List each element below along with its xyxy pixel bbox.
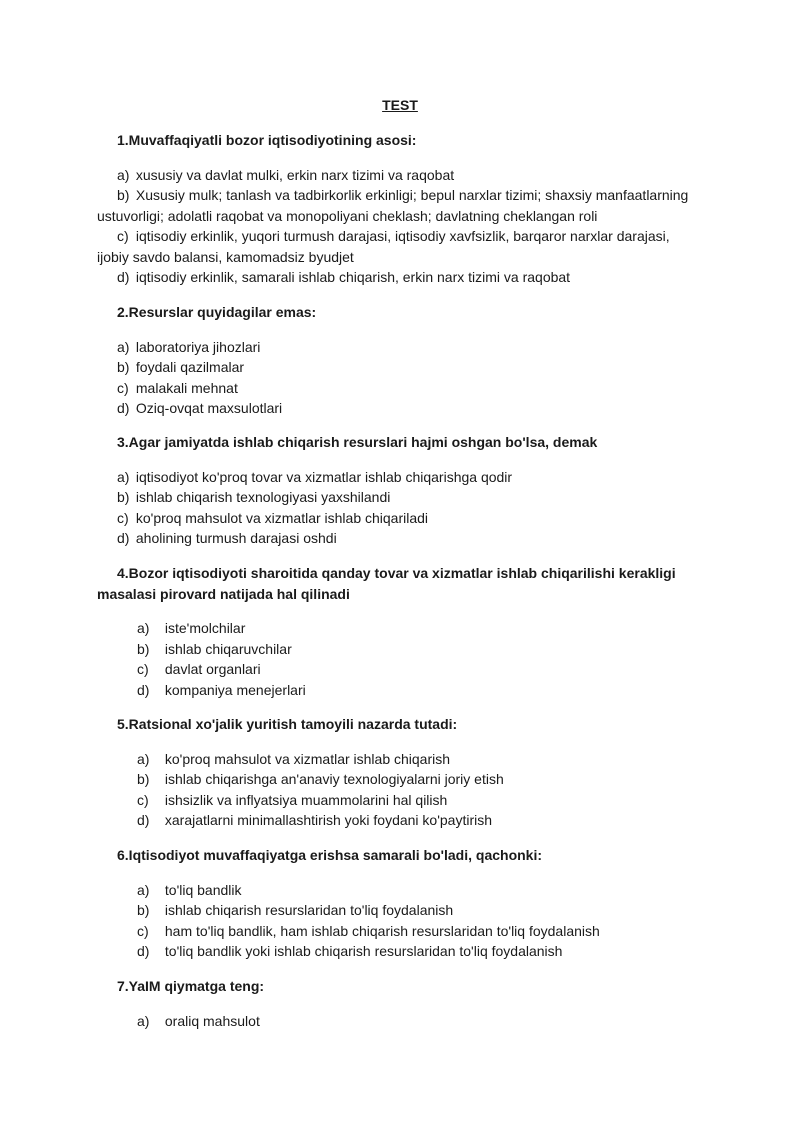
option-letter: c) (117, 509, 129, 526)
option-letter: b) (137, 902, 150, 918)
option-text: iste'molchilar (164, 620, 246, 636)
option-text: xarajatlarni minimallashtirish yoki foydani ko'paytirish (164, 812, 493, 828)
option-letter: a) (137, 620, 150, 636)
option-c (97, 508, 707, 529)
option-letter: a) (137, 1012, 150, 1029)
option-letter: d) (117, 400, 130, 416)
option-b (97, 639, 702, 660)
question-7 (97, 976, 697, 1031)
question-text: 3.Agar jamiyatda ishlab chiqarish resurslari hajmi oshgan bo'lsa, demak (117, 434, 598, 450)
option-letter: d) (137, 812, 150, 828)
option-b (97, 357, 697, 378)
option-b (97, 900, 707, 921)
option-letter: a) (117, 338, 130, 355)
option-text: Xususiy mulk; tanlash va tadbirkorlik erkinligi; bepul narxlar tizimi; shaxsiy manfaatlarning ustuvorligi; adolatli raqobat va monopoliyani cheklash; davlatning cheklangan roli (97, 187, 689, 224)
document-title: TEST (382, 97, 418, 113)
option-d (97, 941, 707, 962)
question-text: 6.Iqtisodiyot muvaffaqiyatga erishsa samarali bo'ladi, qachonki: (117, 847, 543, 863)
option-letter: a) (117, 166, 130, 183)
option-b (97, 185, 700, 226)
option-text: iqtisodiy erkinlik, yuqori turmush darajasi, iqtisodiy xavfsizlik, barqaror narxlar darajasi, ijobiy savdo balansi, kamomadsiz byudjet (97, 228, 670, 265)
option-letter: b) (117, 489, 130, 505)
option-d (97, 398, 697, 419)
option-text: kompaniya menejerlari (164, 681, 306, 698)
option-b (97, 769, 697, 790)
option-list (97, 749, 697, 831)
option-letter: d) (137, 943, 150, 959)
option-text: ishlab chiqarish resurslaridan to'liq foydalanish (164, 902, 454, 918)
option-text: Oziq-ovqat maxsulotlari (135, 400, 283, 416)
option-letter: c) (117, 228, 129, 244)
option-text: iqtisodiyot ko'proq tovar va xizmatlar ishlab chiqarishga qodir (135, 468, 513, 485)
option-letter: b) (137, 771, 150, 787)
option-text: ishsizlik va inflyatsiya muammolarini hal qilish (164, 791, 448, 808)
option-text: to'liq bandlik yoki ishlab chiqarish resurslaridan to'liq foydalanish (164, 943, 563, 959)
option-a (97, 165, 700, 186)
option-a (97, 880, 707, 901)
option-a (97, 467, 707, 488)
question-text: 4.Bozor iqtisodiyoti sharoitida qanday tovar va xizmatlar ishlab chiqarilishi kerakligi masalasi pirovard natijada hal qilinadi (97, 565, 676, 602)
question-text: 5.Ratsional xo'jalik yuritish tamoyili nazarda tutadi: (117, 716, 458, 732)
option-letter: b) (117, 359, 130, 375)
option-text: ko'proq mahsulot va xizmatlar ishlab chiqarish (164, 750, 451, 767)
option-a (97, 749, 697, 770)
option-letter: b) (137, 640, 150, 657)
option-letter: d) (117, 269, 130, 285)
option-text: ko'proq mahsulot va xizmatlar ishlab chiqariladi (135, 509, 429, 526)
question-5 (97, 714, 697, 831)
option-text: ishlab chiqarish texnologiyasi yaxshilandi (135, 489, 391, 505)
option-letter: c) (137, 922, 149, 939)
option-d (97, 267, 700, 288)
option-letter: c) (137, 661, 149, 677)
option-list (97, 618, 702, 700)
option-a (97, 1011, 697, 1032)
option-c (97, 790, 697, 811)
option-c (97, 659, 702, 680)
option-letter: a) (117, 468, 130, 485)
option-text: ishlab chiqarishga an'anaviy texnologiyalarni joriy etish (164, 771, 504, 787)
option-d (97, 810, 697, 831)
question-text: 2.Resurslar quyidagilar emas: (117, 304, 317, 320)
option-list (97, 880, 707, 962)
option-letter: c) (117, 379, 129, 396)
option-text: malakali mehnat (135, 379, 238, 396)
option-d (97, 680, 702, 701)
question-6 (97, 845, 707, 962)
option-c (97, 921, 707, 942)
option-list (97, 467, 707, 549)
option-letter: b) (117, 187, 130, 203)
option-letter: d) (117, 530, 130, 546)
option-d (97, 528, 707, 549)
question-3 (97, 432, 707, 549)
question-1 (97, 130, 700, 288)
option-c (97, 378, 697, 399)
option-text: iqtisodiy erkinlik, samarali ishlab chiqarish, erkin narx tizimi va raqobat (132, 269, 571, 285)
option-text: ishlab chiqaruvchilar (164, 640, 292, 657)
option-letter: a) (137, 881, 150, 898)
option-letter: a) (137, 750, 150, 767)
option-text: davlat organlari (164, 661, 261, 677)
option-text: aholining turmush darajasi oshdi (135, 530, 337, 546)
option-b (97, 487, 707, 508)
option-list (97, 165, 700, 288)
option-list (97, 337, 697, 419)
question-4 (97, 563, 702, 700)
option-text: oraliq mahsulot (164, 1012, 260, 1029)
option-letter: d) (137, 681, 150, 698)
option-text: xususiy va davlat mulki, erkin narx tizimi va raqobat (132, 166, 455, 183)
option-a (97, 618, 702, 639)
option-c (97, 226, 700, 267)
question-2 (97, 302, 697, 419)
option-list (97, 1011, 697, 1032)
option-letter: c) (137, 791, 149, 808)
option-text: to'liq bandlik (164, 881, 242, 898)
option-text: laboratoriya jihozlari (135, 338, 261, 355)
question-text: 7.YaIM qiymatga teng: (117, 978, 265, 994)
question-text: 1.Muvaffaqiyatli bozor iqtisodiyotining asosi: (117, 132, 417, 148)
option-a (97, 337, 697, 358)
option-text: foydali qazilmalar (135, 359, 245, 375)
option-text: ham to'liq bandlik, ham ishlab chiqarish resurslaridan to'liq foydalanish (164, 922, 600, 939)
